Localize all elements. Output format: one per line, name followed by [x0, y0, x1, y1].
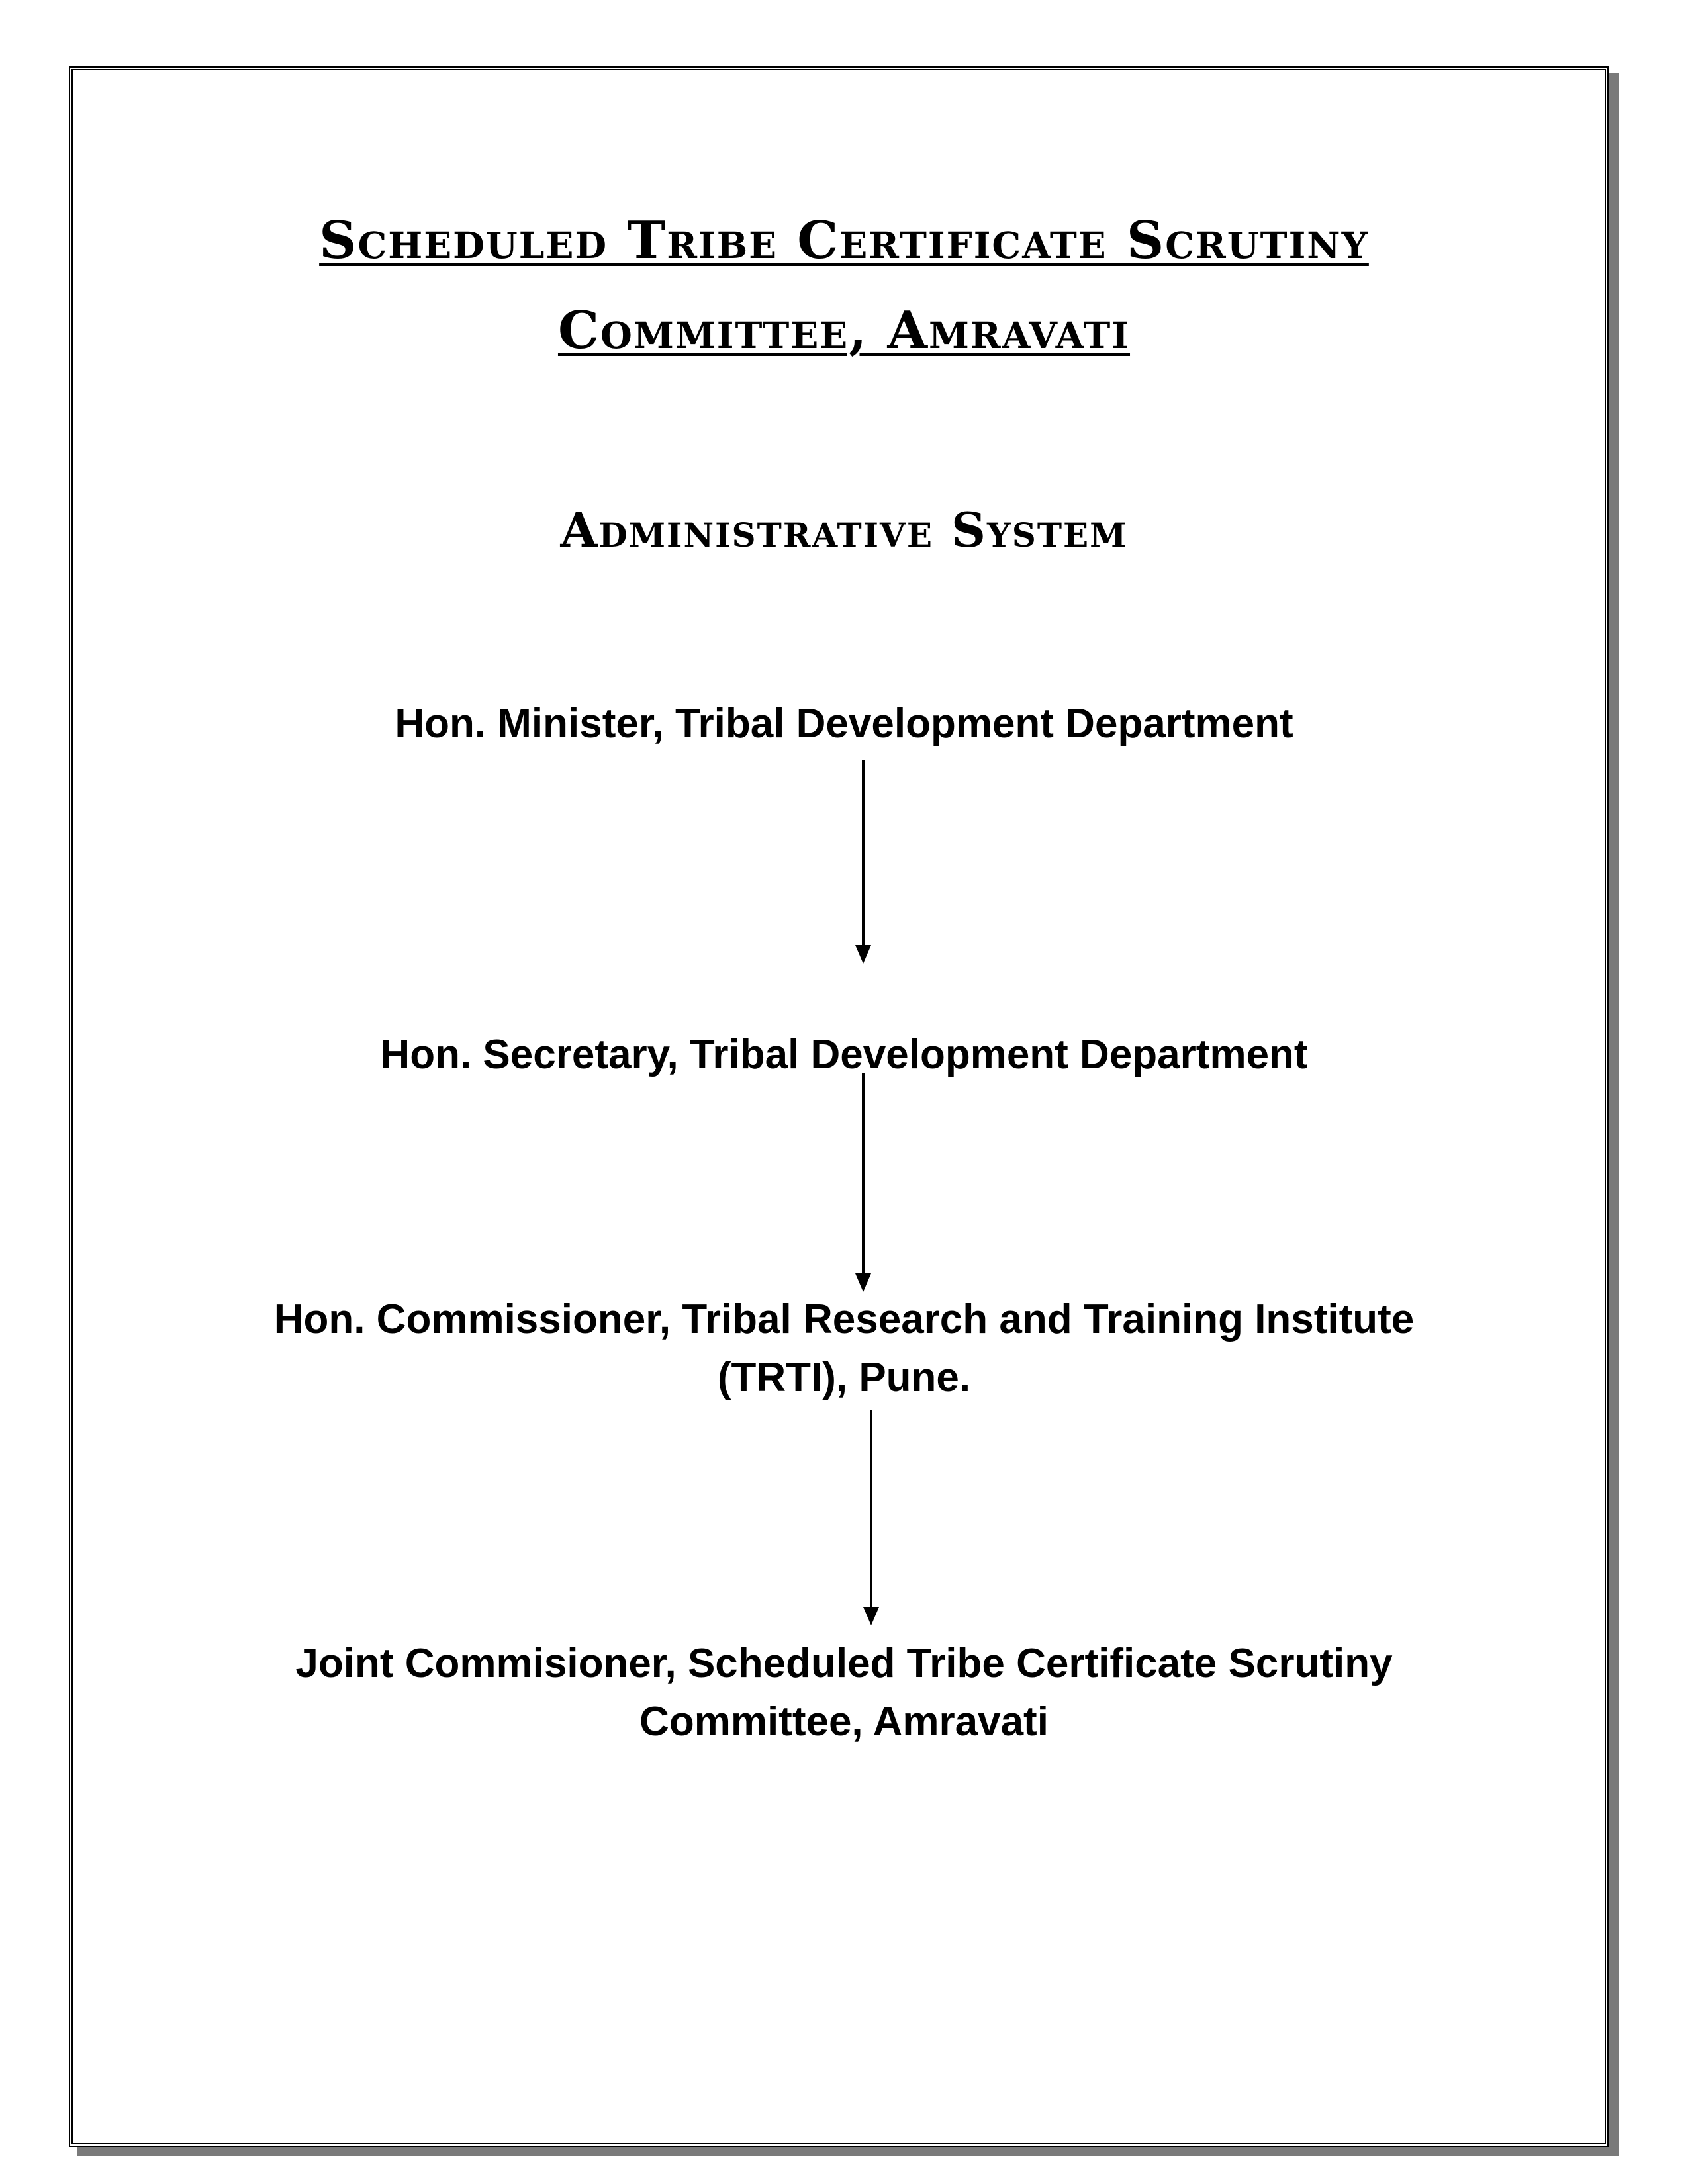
page-border	[69, 66, 1609, 2147]
page-title-continued	[0, 299, 1688, 363]
page-title-line-1: Scheduled Tribe Certificate Scrutiny	[319, 210, 1369, 271]
page-title	[0, 209, 1688, 273]
hierarchy-node-minister	[0, 695, 1688, 753]
hierarchy-node-joint-commissioner	[0, 1635, 1688, 1751]
hierarchy-node-secretary	[0, 1026, 1688, 1084]
hierarchy-node-commissioner-line-1: Hon. Commissioner, Tribal Research and Training Institute	[273, 1297, 1415, 1342]
hierarchy-node-secretary-line-1: Hon. Secretary, Tribal Development Department	[380, 1032, 1308, 1077]
page-title-line-2: Committee, Amravati	[557, 300, 1131, 361]
hierarchy-node-joint-commissioner-line-2: Committee, Amravati	[639, 1699, 1049, 1745]
hierarchy-node-commissioner	[0, 1291, 1688, 1407]
hierarchy-node-commissioner-line-2: (TRTI), Pune.	[717, 1355, 971, 1400]
hierarchy-node-joint-commissioner-line-1: Joint Commisioner, Scheduled Tribe Certificate Scrutiny	[295, 1641, 1393, 1686]
hierarchy-node-minister-line-1: Hon. Minister, Tribal Development Department	[395, 701, 1293, 747]
section-heading: Administrative System	[560, 502, 1128, 558]
